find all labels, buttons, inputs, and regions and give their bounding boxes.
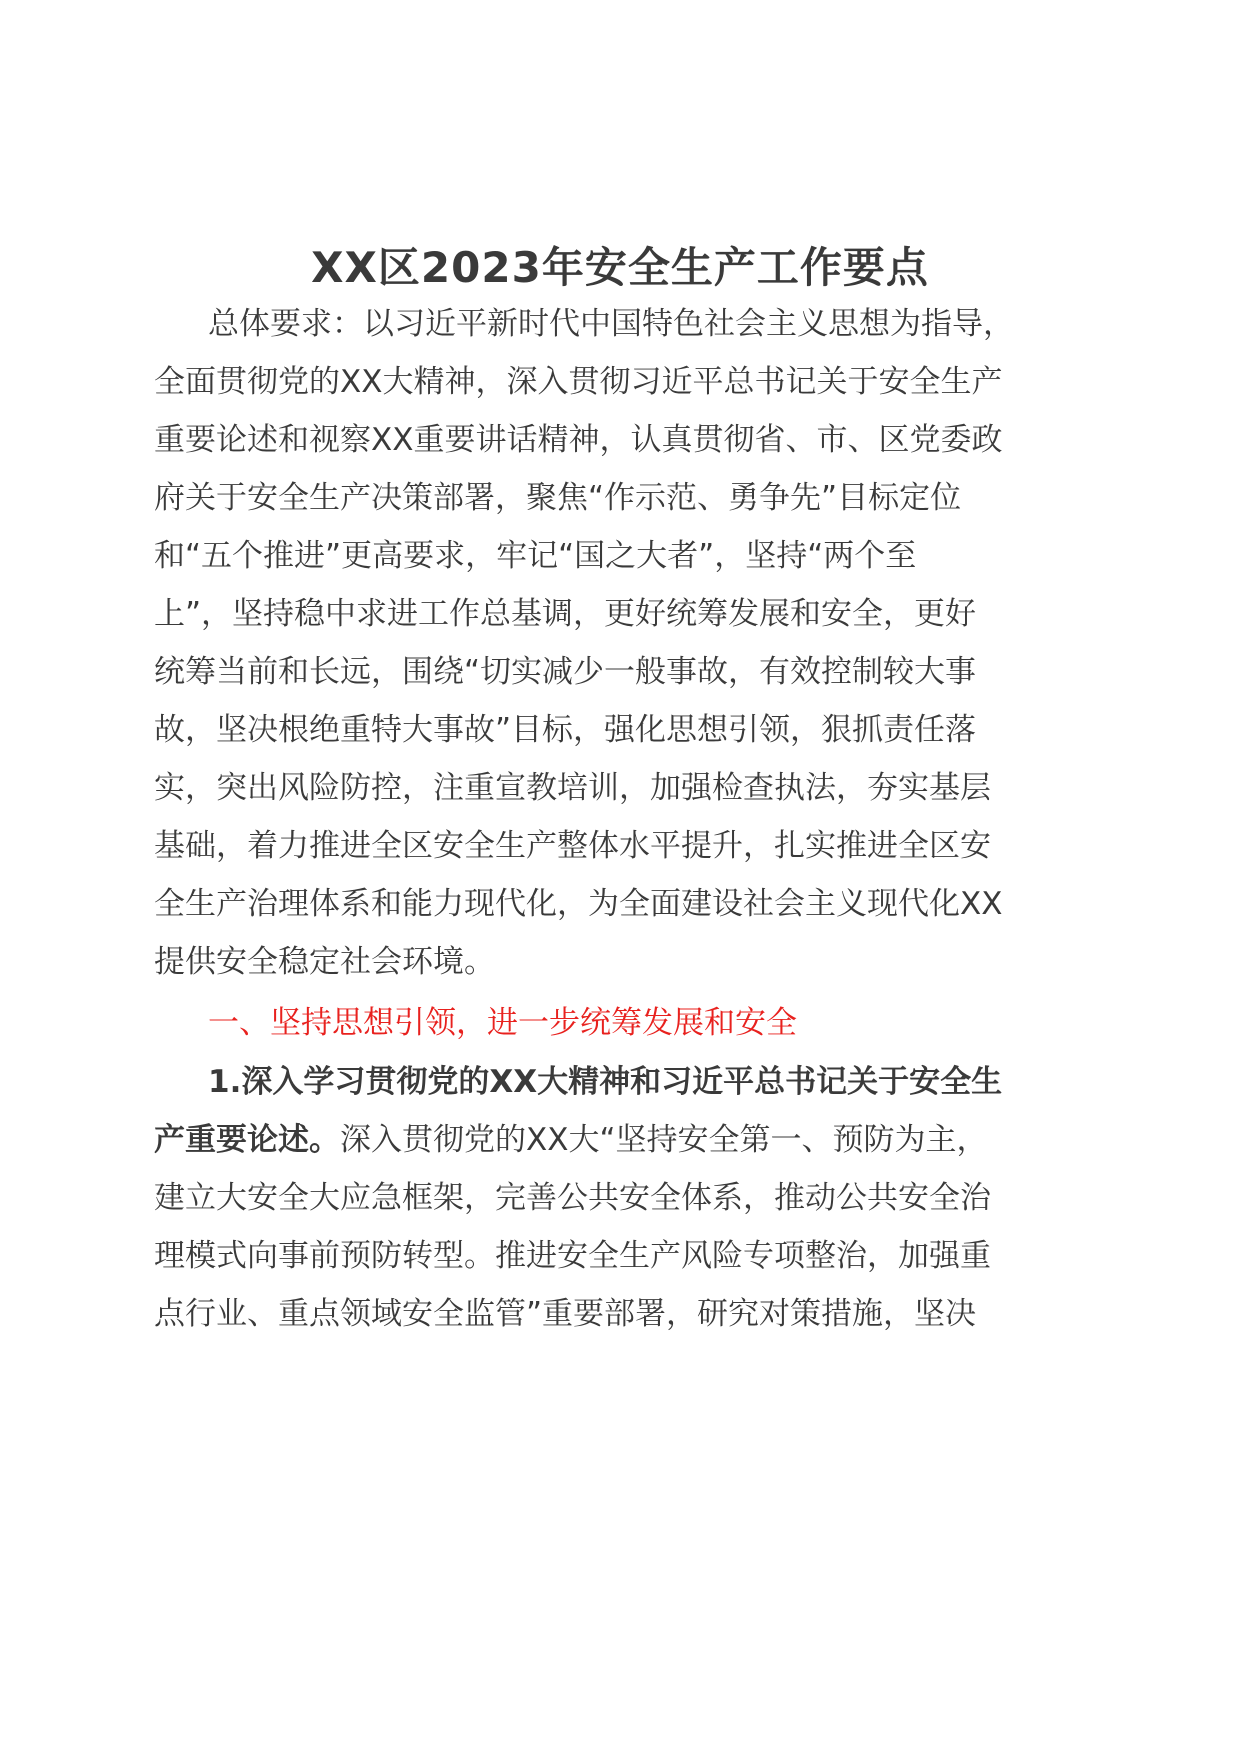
- section-heading-1: 一、坚持思想引领，进一步统筹发展和安全: [208, 1005, 797, 1041]
- intro-line-7: 统筹当前和长远，围绕“切实减少一般事故，有效控制较大事: [154, 654, 977, 690]
- intro-line-1: 总体要求：以习近平新时代中国特色社会主义思想为指导，: [208, 306, 1014, 342]
- intro-line-6: 上”，坚持稳中求进工作总基调，更好统筹发展和安全，更好: [154, 596, 977, 632]
- intro-line-5: 和“五个推进”更高要求，牢记“国之大者”，坚持“两个至: [154, 538, 917, 574]
- intro-line-4: 府关于安全生产决策部署，聚焦“作示范、勇争先”目标定位: [154, 480, 962, 516]
- intro-line-10: 基础，着力推进全区安全生产整体水平提升，扎实推进全区安: [154, 828, 991, 864]
- intro-line-11: 全生产治理体系和能力现代化，为全面建设社会主义现代化XX: [154, 886, 1003, 922]
- item-1-line-5: 点行业、重点领域安全监管”重要部署，研究对策措施，坚决: [154, 1296, 977, 1332]
- item-1-line-3: 建立大安全大应急框架，完善公共安全体系，推动公共安全治: [154, 1180, 991, 1216]
- intro-line-12: 提供安全稳定社会环境。: [154, 944, 495, 980]
- item-1-line-2: [154, 1120, 1084, 1160]
- item-1-heading: 1.深入学习贯彻党的XX大精神和习近平总书记关于安全生: [208, 1064, 1003, 1100]
- intro-line-2: 全面贯彻党的XX大精神，深入贯彻习近平总书记关于安全生产: [154, 364, 1003, 400]
- item-1-line-4: 理模式向事前预防转型。推进安全生产风险专项整治，加强重: [154, 1238, 991, 1274]
- item-1-text-start: 深入贯彻党的XX大“坚持安全第一、预防为主，: [340, 1122, 988, 1158]
- item-1-heading-end: 产重要论述。: [154, 1122, 340, 1158]
- intro-line-9: 实，突出风险防控，注重宣教培训，加强检查执法，夯实基层: [154, 770, 991, 806]
- intro-line-8: 故，坚决根绝重特大事故”目标，强化思想引领，狠抓责任落: [154, 712, 977, 748]
- intro-line-3: 重要论述和视察XX重要讲话精神，认真贯彻省、市、区党委政: [154, 422, 1003, 458]
- document-title: XX区2023年安全生产工作要点: [311, 243, 929, 292]
